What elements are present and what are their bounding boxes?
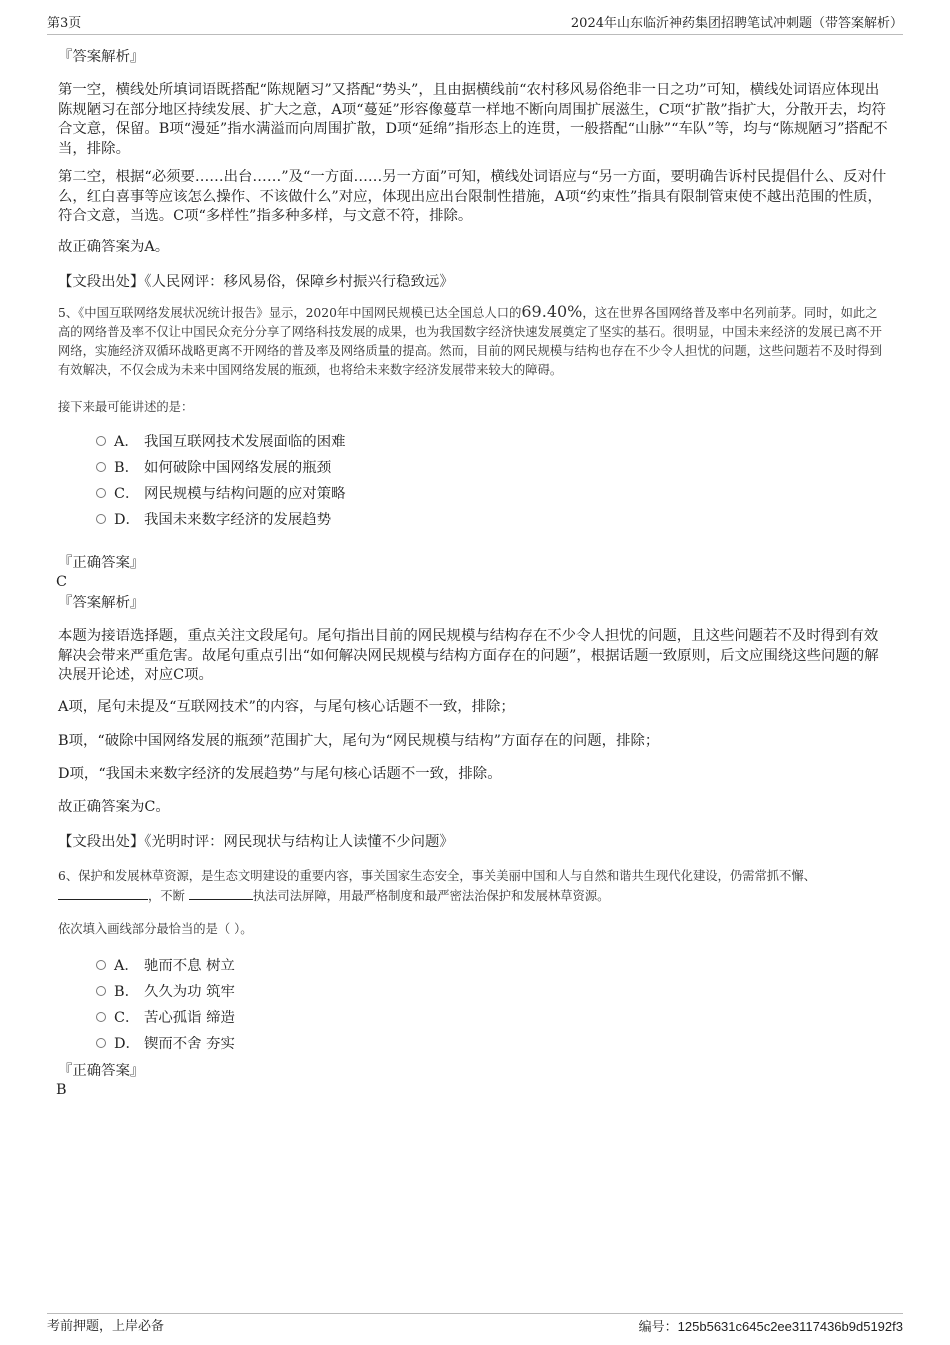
q4-analysis-para2: 第二空，根据“必须要……出台……”及“一方面……另一方面”可知，横线处词语应与“另一方面，要明确告诉村民提倡什么、反对什么，红白喜事等应该怎么操作、不该做什么”对应，体现出应出台限制性措施，A项“约束性”指具有限制管束使不越出范围的性质，符合文意，当选。C项“多样性”指多种多样，与文意不符，排除。 bbox=[58, 169, 887, 224]
footer-slogan: 考前押题，上岸必备 bbox=[47, 1319, 165, 1334]
q6-option-a[interactable] bbox=[96, 956, 235, 976]
option-text: 我国未来数字经济的发展趋势 bbox=[144, 512, 332, 528]
q5-prompt: 接下来最可能讲述的是： bbox=[58, 400, 194, 414]
page-number: 第3页 bbox=[47, 16, 82, 31]
q5-analysis-para4: D项，“我国未来数字经济的发展趋势”与尾句核心话题不一致，排除。 bbox=[58, 766, 502, 782]
option-text: 久久为功 筑牢 bbox=[144, 984, 235, 1000]
q5-option-c[interactable] bbox=[96, 484, 345, 504]
q5-option-a[interactable] bbox=[96, 432, 345, 452]
q5-analysis-para3: B项，“破除中国网络发展的瓶颈”范围扩大，尾句为“网民规模与结构”方面存在的问题，排除； bbox=[58, 733, 660, 749]
q6-answer: B bbox=[56, 1082, 67, 1098]
option-label: A． bbox=[114, 958, 139, 974]
radio-icon[interactable] bbox=[96, 1038, 106, 1048]
q6-blank-2 bbox=[189, 886, 253, 900]
q5-stem bbox=[58, 302, 888, 380]
code-label: 编号： bbox=[638, 1320, 678, 1335]
option-text: 驰而不息 树立 bbox=[144, 958, 235, 974]
q4-analysis-para1: 第一空，横线处所填词语既搭配“陈规陋习”又搭配“势头”，且由据横线前“农村移风易俗绝非一日之功”可知，横线处词语应体现出陈规陋习在部分地区持续发展、扩大之意，A项“蔓延”形容像蔓草一样地不断向周围扩展滋生，C项“扩散”指扩大，分散开去，均符合文意，保留。B项“漫延”指水满溢而向周围扩散，D项“延绵”指形态上的连贯，一般搭配“山脉”“车队”等，均与“陈规陋习”搭配不当，排除。 bbox=[58, 82, 888, 157]
option-label: D． bbox=[114, 1036, 140, 1052]
radio-icon[interactable] bbox=[96, 986, 106, 996]
option-label: C． bbox=[114, 486, 140, 502]
q5-stem-rest: ，这在世界各国网络普及率中名列前茅。同时，如此之高的网络普及率不仅让中国民众充分分享了网络科技发展的成果，也为我国数字经济快速发展奠定了坚实的基石。很明显，中国未来经济的发展已离不开网络，实施经济双循环战略更离不开网络的普及率及网络质量的提高。然而，目前的网民规模与结构也存在不少令人担忧的问题，这些问题若不及时得到有效解决，不仅会成为未来中国网络发展的瓶颈，也将给未来数字经济发展带来较大的障碍。 bbox=[58, 306, 882, 377]
q5-option-b[interactable] bbox=[96, 458, 331, 478]
q4-source: 【文段出处】《人民网评：移风易俗，保障乡村振兴行稳致远》 bbox=[58, 274, 454, 290]
option-label: D． bbox=[114, 512, 140, 528]
q6-option-b[interactable] bbox=[96, 982, 235, 1002]
option-text: 如何破除中国网络发展的瓶颈 bbox=[144, 460, 332, 476]
option-label: A． bbox=[114, 434, 139, 450]
q6-stem-mid: ，不断 bbox=[148, 889, 185, 903]
option-text: 我国互联网技术发展面临的困难 bbox=[144, 434, 346, 450]
option-label: B． bbox=[114, 984, 139, 1000]
q6-stem bbox=[58, 867, 888, 906]
option-text: 苦心孤诣 缔造 bbox=[144, 1010, 235, 1026]
radio-icon[interactable] bbox=[96, 514, 106, 524]
page-header bbox=[47, 14, 903, 35]
q5-analysis-para1: 本题为接语选择题，重点关注文段尾句。尾句指出目前的网民规模与结构存在不少令人担忧的问题，且这些问题若不及时得到有效解决会带来严重危害。故尾句重点引出“如何解决网民规模与结构方面存在的问题”，根据话题一致原则，后文应围绕这些问题的解决展开论述，对应C项。 bbox=[58, 628, 879, 683]
code-value: 125b5631c645c2ee3117436b9d5192f3 bbox=[677, 1319, 903, 1334]
option-label: B． bbox=[114, 460, 139, 476]
q6-stem-end: 执法司法屏障，用最严格制度和最严密法治保护和发展林草资源。 bbox=[252, 889, 610, 903]
document-code bbox=[639, 1317, 903, 1338]
q5-source: 【文段出处】《光明时评：网民现状与结构让人读懂不少问题》 bbox=[58, 834, 454, 850]
q6-option-c[interactable] bbox=[96, 1008, 235, 1028]
page-footer bbox=[47, 1313, 903, 1337]
q6-blank-1 bbox=[58, 886, 148, 900]
q5-analysis-para2: A项，尾句未提及“互联网技术”的内容，与尾句核心话题不一致，排除； bbox=[58, 699, 515, 715]
q5-answer-heading: 『正确答案』 bbox=[58, 555, 145, 571]
q4-analysis-heading: 『答案解析』 bbox=[58, 49, 145, 65]
radio-icon[interactable] bbox=[96, 436, 106, 446]
radio-icon[interactable] bbox=[96, 488, 106, 498]
option-text: 锲而不舍 夯实 bbox=[144, 1036, 235, 1052]
radio-icon[interactable] bbox=[96, 462, 106, 472]
q5-stem-value: 69.40% bbox=[521, 302, 583, 321]
option-text: 网民规模与结构问题的应对策略 bbox=[144, 486, 346, 502]
document-title: 2024年山东临沂神药集团招聘笔试冲刺题（带答案解析） bbox=[570, 16, 903, 31]
q6-stem-line1: 6、保护和发展林草资源，是生态文明建设的重要内容，事关国家生态安全，事关美丽中国和人与自然和谐共生现代化建设，仍需常抓不懈、 bbox=[58, 869, 816, 883]
radio-icon[interactable] bbox=[96, 1012, 106, 1022]
q5-conclusion: 故正确答案为C。 bbox=[58, 799, 170, 815]
q5-answer: C bbox=[56, 574, 68, 590]
option-label: C． bbox=[114, 1010, 140, 1026]
q5-option-d[interactable] bbox=[96, 510, 331, 530]
q4-conclusion: 故正确答案为A。 bbox=[58, 239, 170, 255]
q6-option-d[interactable] bbox=[96, 1034, 235, 1054]
radio-icon[interactable] bbox=[96, 960, 106, 970]
q6-answer-heading: 『正确答案』 bbox=[58, 1063, 145, 1079]
q6-prompt: 依次填入画线部分最恰当的是（ ）。 bbox=[58, 922, 253, 936]
q5-stem-prefix: 5、《中国互联网络发展状况统计报告》显示，2020年中国网民规模已达全国总人口的 bbox=[58, 306, 522, 320]
q5-analysis-heading: 『答案解析』 bbox=[58, 595, 145, 611]
